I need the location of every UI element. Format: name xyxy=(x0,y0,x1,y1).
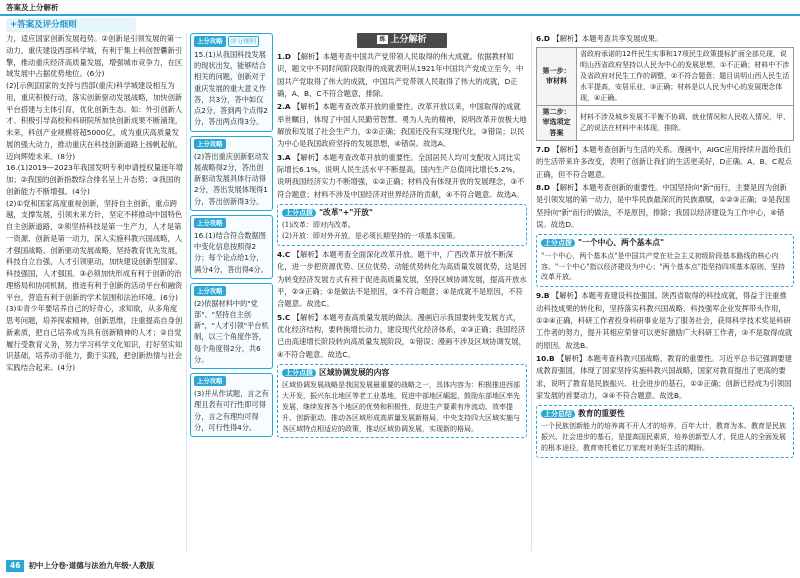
tip-line: (1)改革：即对内改革。 xyxy=(282,221,355,230)
answer-item xyxy=(536,353,794,402)
answer-number: 4.C xyxy=(277,249,291,259)
box-tag: 上分攻略 xyxy=(194,376,226,386)
answers-tab xyxy=(6,18,136,32)
box-tag-secondary: 评分细则 xyxy=(228,36,260,47)
plus-icon: + xyxy=(10,20,18,30)
analysis-column-2 xyxy=(536,33,794,461)
scoring-box xyxy=(190,33,273,132)
tip-text: "一个中心，两个基本点"是中国共产党在社会主义初级阶段基本路线的核心内容。"一个中心"指以经济建设为中心；"两个基本点"指坚持四项基本原则、坚持改革开放。 xyxy=(541,251,785,282)
answer-item xyxy=(536,182,794,231)
table-label: 第二步：审选项定答案 xyxy=(537,105,577,141)
answer-item xyxy=(536,144,794,181)
answer-number: 8.D xyxy=(536,183,550,193)
table-row xyxy=(537,105,794,141)
scoring-box xyxy=(190,283,273,369)
page-number: 46 xyxy=(6,560,24,572)
table-row xyxy=(537,48,794,105)
tip-tag: 上分总结 xyxy=(541,410,575,418)
tip-title: "改革"+"开放" xyxy=(319,207,373,217)
answer-text: 【解析】本题考查全面深化改革开放。题干中，广西改革开放不断深化，进一步把资源优势、区位优势、动能优势转化为高质量发展优势，这是因为转变经济发展方式有利于促进高质量发展，坚持区域协调发展，提高开放水平，②③正确；①是做法不是原因，③不符合题意；④是成就不是原因，不符合题意。故选C。 xyxy=(277,249,527,309)
table-cell: 材料不涉及城乡发展不平衡不协调、就业情况和人民收入情况，甲、乙的说法在材料中未体现，排除。 xyxy=(577,105,794,141)
answers-tab-title: 答案及评分细则 xyxy=(17,20,77,30)
tip-title: 教育的重要性 xyxy=(578,409,625,419)
answer-number: 9.B xyxy=(536,291,550,301)
answer-text: 【解析】本题考查建设科技强国。陕西省取得的科技成就，得益于注重推动科技成果的转化和，坚持落实科教兴国战略、科技强军企业发挥带头作用，①②④正确，科研工作者投身科研事业是为了服务社会，获得科学技术奖是科研工作者的努力，提升其相应荣誉可以更好激励广大科研工作者，③不是取得成就的原因。故选B。 xyxy=(536,291,793,350)
box-text: (3)并从作试题，言之有理且表有可行性即可得分，言之有理均可得分，可行性得4分。 xyxy=(194,389,269,432)
box-text: 16.(1)结合符合数据图中变化信息按照得2分；每个论点给1分，满分4分，答出得4分。 xyxy=(194,230,268,274)
answer-text: 【解析】本题考查创新的重要性。中国坚持向"新"而行，主要是因为创新是引领发展的第一动力，是中华民族最深沉的民族禀赋，①②③正确；②是我国坚持向"新"而行的做法，不是原因，排除；我国以经济建设为工作中心，④错误。故选D。 xyxy=(536,183,790,230)
scoring-boxes-column xyxy=(190,33,273,441)
answer-number: 3.A xyxy=(277,152,291,162)
answer-item xyxy=(277,312,527,361)
box-tag: 上分攻略 xyxy=(194,36,226,47)
left-paragraph: (2)①党和国家高度重视创新，坚持自主创新，重点跨越，支撑发展，引领未来方针，坚定不移推动中国特色自主创新道路，②须坚持科技是第一生产力，人才是第一资源、创新是第一动力，深入实施科教兴国战略，人才强国战略、创新驱动发展战略，坚持教育优先发展，科技自立自强，人才引领驱动，加快建设创新型国家、科技强国，人才强国。③必须加快形成有利于创新的治理格局和协同机制，推进有利于创新的活动平台和融资平台，营造有利于创新的学术氛围和法治环境。(6分) xyxy=(6,198,183,302)
answer-text: 【解析】本题考查中国共产党带领人民取得的伟大成就。依据教材知识，题文中不同时间阶段取得的成就表明从1921年中国共产党成立至今，中国共产党取得了伟大的成就，中国共产党带领人民取得了伟大的成就，D正确，A、B、C不符合题意，排除。 xyxy=(277,52,524,98)
column-divider xyxy=(186,33,187,551)
tip-title: "一个中心、两个基本点" xyxy=(578,238,665,248)
box-text: (2)依据材料中的"党部"、"坚持自主创新"，"人才引领"平台机制，以三个角度作答，每个角度得2分，共6分。 xyxy=(194,298,269,364)
answer-item xyxy=(536,290,794,352)
tip-tag: 上分点拨 xyxy=(282,209,316,217)
answer-number: 10.B xyxy=(536,353,555,363)
table-cell: 省政府承诺的12件民生实事和17项民生政策提标扩面全部兑现，说明山西省政府坚持以人民为中心的发展思想，①不正确；材料中不涉及省政府对民生工作的调整，②不符合题意；题目说明山西人民生活水平提高，安居乐业，③正确；材料是以人民为中心的发展理念体现，④正确。 xyxy=(577,48,794,105)
answer-number: 6.D xyxy=(536,34,550,43)
tip-box xyxy=(277,364,527,439)
section-title: 上分解析 xyxy=(390,35,427,45)
section-banner xyxy=(357,33,447,48)
tip-box xyxy=(277,204,527,246)
answer-item xyxy=(277,152,527,201)
analysis-table xyxy=(536,47,794,141)
analysis-column-1 xyxy=(277,33,527,441)
tip-tag: 上分点拨 xyxy=(541,239,575,247)
answer-text: 【解析】本题考查高质量发展的做法。漫画启示我国要转变发展方式，优化经济结构，要转换增长动力，建设现代化经济体系，②③正确；我国经济已由高速增长阶段转向高质量发展阶段，①错误；漫画不涉及区域协调发展，④不符合题意。故选C。 xyxy=(277,312,526,359)
box-tag: 上分攻略 xyxy=(194,218,226,228)
answer-number: 5.C xyxy=(277,312,291,322)
page-footer xyxy=(6,560,154,572)
answer-number: 7.D xyxy=(536,145,550,155)
tip-box xyxy=(536,405,794,458)
header-rule xyxy=(0,14,800,16)
answer-text: 【解析】本题考查改革开放的重要性。改革开放以来，中国取得的成就举世瞩目，体现了中国人民勤劳智慧、勇为人先的精神，说明改革开放极大地解放和发展了社会生产力，①②正确；我国还没有实现现代化，③错误；以民为中心是我国政府坚持的发展思想，④错误。故选A。 xyxy=(277,102,527,149)
left-paragraph: (2)[示例]国家的支持与西部(重庆)科学城建设相互为用，重庆积极行动，落实创新驱动发展战略，加快创新平台搭建与主体引育，优化创新生态。如：外引创新人才、积极引导高校和科研院所加快创新成果不断涌现，未来，科创产业规模将超5000亿，成为重庆高质量发展的强大动力，推动重庆在科技创新道路上扬帆起航，迈向辉煌未来。(8分) xyxy=(6,81,183,161)
tip-box xyxy=(536,234,794,287)
scoring-box xyxy=(190,136,273,211)
left-column xyxy=(6,33,184,374)
left-paragraph: (3)①青少年要培养自己的好奇心，求知欲，从多角度思考问题，培养探索精神，创新思维，注重提高自身创新素质，把自己培养成为具有创新精神的人才；②自觉履行受教育义务，努力学习科学文化知识，打好坚实知识基础，培养动手能力，勤于实践，把创新热情与社会实践结合起来。(4分) xyxy=(6,304,183,372)
answer-number: 2.A xyxy=(277,102,291,112)
page-header-title: 答案及上分解析 xyxy=(6,3,59,12)
answer-item xyxy=(536,33,794,45)
answer-item xyxy=(277,101,527,150)
box-tag: 上分攻略 xyxy=(194,286,226,296)
box-text: (2)答出重庆创新驱动发展战略得2分，答出创新驱动发展具体行动得2分，答出发展体现得1分，答出创新得3分。 xyxy=(194,151,269,206)
answer-item xyxy=(277,51,527,100)
scoring-box xyxy=(190,215,273,279)
tip-line: (2)开放：即对外开放，是必须长期坚持的一项基本国策。 xyxy=(282,232,460,241)
scoring-box xyxy=(190,373,273,437)
answer-text: 【解析】本题考查科教兴国战略、教育的重要性。习近平总书记强调要建成教育强国，体现了国家坚持实施科教兴国战略，国家对教育提出了更高的要求，说明了教育是民族振兴、社会进步的基石，①②正确；创新已经成为引领国家发展的首要动力，③④不符合题意。故选B。 xyxy=(536,353,792,400)
answer-text: 【解析】本题考查创新与生活的关系。漫画中，AIGC应用持续升温给我们的生活带来许多改变，表明了创新让我们的生活更美好，D正确。A、B、C观点正确，但不符合题意。 xyxy=(536,145,792,179)
column-divider xyxy=(531,33,532,551)
answer-item xyxy=(277,249,527,311)
left-paragraph: 16.(1)2019—2023年我国发明专利申请授权量逐年增加；②我国的创新指数综合排名呈上升态势；③我国的创新能力不断增强。(4分) xyxy=(6,163,183,196)
answer-text: 【解析】本题考查共享发展成果。 xyxy=(552,34,663,43)
tip-text: 一个民族创新能力的培养离不开人才的培养，百年大计，教育为本。教育是民族振兴、社会进步的基石，是提高国民素质，培养创新型人才，促进人的全面发展的根本途径，教育寄托着亿万家庭对美好生活的期盼。 xyxy=(541,422,786,453)
tip-tag: 上分点拨 xyxy=(282,369,316,377)
tip-text: 区域协调发展战略是我国发展最重要的战略之一，具体内容为：积极推进西部大开发，振兴东北地区等老工业基地，促进中部地区崛起，鼓励东部地区率先发展，继续发挥各个地区的优势和积极性，促进生产要素有序流动、效率提升、创新驱动，推动各区域形成高质量发展新格局，中央支持四大区域实施与各区域特点相适应的政策，推动区域协调发展，实现新的格局。 xyxy=(282,381,520,433)
section-badge: 练 xyxy=(379,36,386,43)
footer-text: 初中上分卷·道德与法治九年级·人教版 xyxy=(28,561,155,570)
answer-number: 1.D xyxy=(277,52,291,61)
box-tag: 上分攻略 xyxy=(194,139,226,149)
box-text: 15.(1)从我国科技发展的现状出发，能够结合相关的问题，创新对于重庆发展的重大意义作答，共3分，答中如仅点2分，答到两个点得2分，答出两点得3分。 xyxy=(194,50,268,127)
left-paragraph: 力，适应国家创新发展趋势。②创新是引领发展的第一动力，重庆建设西部科学城，有利于集上科创智囊新引擎，推动重庆经济高质量发展，增强城市竞争力，在区域发展中占据优势地位。(6分) xyxy=(6,34,183,79)
table-label: 第一步：审材料 xyxy=(537,48,577,105)
tip-title: 区域协调发展的内容 xyxy=(319,367,390,377)
answer-text: 【解析】本题考查改革开放的重要性。全国居民人均可支配收入同比实际增长6.1%，说明人民生活水平不断提高，国内生产总值同比增长5.2%，说明我国经济实力不断增强，①②正确；材料没有体现开放的发展理念，③不符合题意；材料不涉及中国经济对世界经济的贡献，④不符合题意。故选A。 xyxy=(277,152,525,199)
